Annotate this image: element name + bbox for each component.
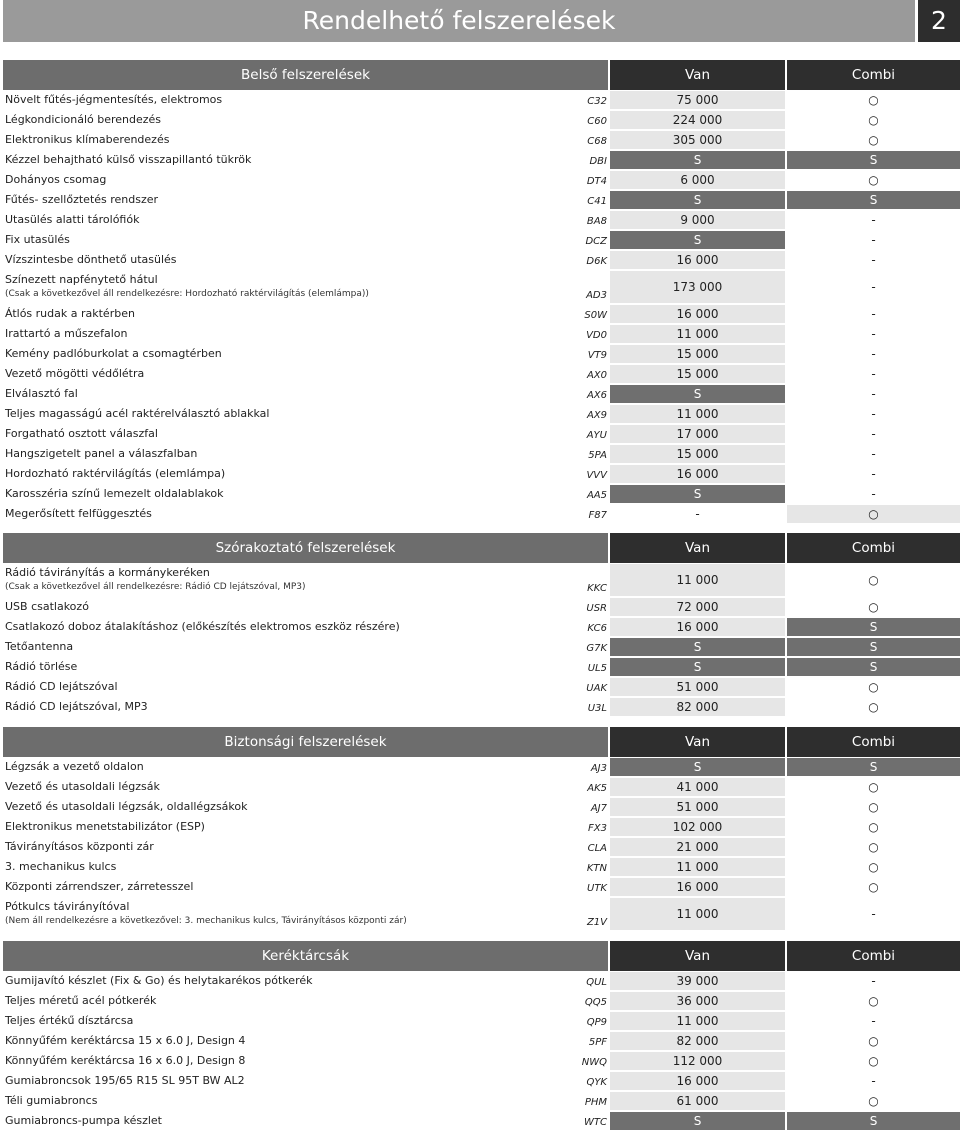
van-price: 51 000 (610, 798, 785, 816)
table-row (3, 250, 960, 270)
item-name: Színezett napfénytető hátul (5, 273, 158, 286)
option-code: U3L (587, 703, 607, 714)
option-code: DBI (589, 156, 607, 167)
table-row (3, 384, 960, 404)
table-row (3, 597, 960, 617)
option-code: C60 (587, 116, 607, 127)
table-row (3, 1031, 960, 1051)
van-price: - (610, 505, 785, 523)
table-row (3, 1091, 960, 1111)
table-row (3, 324, 960, 344)
option-code: QUL (586, 977, 607, 988)
van-price: 17 000 (610, 425, 785, 443)
table-row (3, 484, 960, 504)
section-header (3, 941, 960, 971)
combi-price: S (787, 618, 960, 636)
van-price: S (610, 658, 785, 676)
van-price: 102 000 (610, 818, 785, 836)
option-code: UL5 (587, 663, 607, 674)
item-name: Könnyűfém keréktárcsa 16 x 6.0 J, Design 8 (5, 1054, 246, 1067)
option-code: F87 (588, 510, 607, 521)
table-row (3, 563, 960, 597)
table-row (3, 877, 960, 897)
item-name: Csatlakozó doboz átalakításhoz (előkészítés elektromos eszköz részére) (5, 620, 400, 633)
section-header (3, 60, 960, 90)
combi-price: ○ (787, 778, 960, 796)
combi-price: ○ (787, 878, 960, 896)
van-price: 11 000 (610, 564, 785, 596)
option-code: KTN (586, 863, 607, 874)
option-code: AJ7 (590, 803, 607, 814)
table-row (3, 1111, 960, 1131)
section-title: Szórakoztató felszerelések (3, 533, 608, 563)
van-price: 51 000 (610, 678, 785, 696)
combi-price: - (787, 425, 960, 443)
van-price: 9 000 (610, 211, 785, 229)
table-row (3, 837, 960, 857)
van-price: S (610, 191, 785, 209)
option-code: AJ3 (590, 763, 607, 774)
section-2 (3, 727, 960, 931)
combi-price: ○ (787, 992, 960, 1010)
column-header-van: Van (610, 60, 785, 90)
table-row (3, 1051, 960, 1071)
item-name: Kézzel behajtható külső visszapillantó tükrök (5, 153, 252, 166)
van-price: 11 000 (610, 325, 785, 343)
van-price: 15 000 (610, 365, 785, 383)
combi-price: - (787, 231, 960, 249)
van-price: 11 000 (610, 898, 785, 930)
item-name: Távirányításos központi zár (5, 840, 154, 853)
option-code: AX9 (586, 410, 607, 421)
van-price: 112 000 (610, 1052, 785, 1070)
item-name: Hordozható raktérvilágítás (elemlámpa) (5, 467, 226, 480)
van-price: 39 000 (610, 972, 785, 990)
combi-price: - (787, 325, 960, 343)
combi-price: - (787, 485, 960, 503)
item-name: Elválasztó fal (5, 387, 78, 400)
combi-price: S (787, 151, 960, 169)
item-name: Fix utasülés (5, 233, 70, 246)
van-price: 173 000 (610, 271, 785, 303)
option-code: KC6 (587, 623, 607, 634)
combi-price: - (787, 385, 960, 403)
table-row (3, 110, 960, 130)
combi-price: ○ (787, 678, 960, 696)
option-code: G7K (586, 643, 607, 654)
section-0 (3, 60, 960, 524)
van-price: S (610, 758, 785, 776)
combi-price: ○ (787, 505, 960, 523)
combi-price: ○ (787, 818, 960, 836)
combi-price: ○ (787, 1052, 960, 1070)
option-code: PHM (584, 1097, 607, 1108)
column-header-van: Van (610, 727, 785, 757)
table-row (3, 857, 960, 877)
table-row (3, 344, 960, 364)
item-name: Gumiabroncs-pumpa készlet (5, 1114, 162, 1127)
van-price: S (610, 485, 785, 503)
van-price: 6 000 (610, 171, 785, 189)
option-code: USR (586, 603, 607, 614)
option-code: AX0 (586, 370, 607, 381)
combi-price: ○ (787, 91, 960, 109)
page-number: 2 (918, 0, 960, 42)
van-price: S (610, 151, 785, 169)
combi-price: ○ (787, 131, 960, 149)
section-1 (3, 533, 960, 717)
option-code: BA8 (586, 216, 607, 227)
table-row (3, 210, 960, 230)
van-price: 15 000 (610, 345, 785, 363)
table-row (3, 404, 960, 424)
column-header-combi: Combi (787, 941, 960, 971)
combi-price: ○ (787, 564, 960, 596)
table-row (3, 797, 960, 817)
column-header-combi: Combi (787, 727, 960, 757)
option-code: FX3 (588, 823, 607, 834)
item-name: Központi zárrendszer, zárretesszel (5, 880, 194, 893)
option-code: WTC (584, 1117, 607, 1128)
column-header-combi: Combi (787, 60, 960, 90)
van-price: 16 000 (610, 1072, 785, 1090)
section-title: Keréktárcsák (3, 941, 608, 971)
van-price: 16 000 (610, 305, 785, 323)
van-price: 72 000 (610, 598, 785, 616)
combi-price: - (787, 251, 960, 269)
van-price: 224 000 (610, 111, 785, 129)
page-title-bar (3, 0, 915, 42)
item-name: Megerősített felfüggesztés (5, 507, 152, 520)
combi-price: - (787, 271, 960, 303)
item-name: Kemény padlóburkolat a csomagtérben (5, 347, 222, 360)
item-name: Fűtés- szellőztetés rendszer (5, 193, 159, 206)
column-header-combi: Combi (787, 533, 960, 563)
item-name: Irattartó a műszefalon (5, 327, 128, 340)
combi-price: S (787, 658, 960, 676)
item-name: Rádió távirányítás a kormánykeréken (5, 566, 210, 579)
combi-price: S (787, 758, 960, 776)
combi-price: - (787, 972, 960, 990)
table-row (3, 304, 960, 324)
option-code: QQ5 (584, 997, 607, 1008)
option-code: CLA (587, 843, 607, 854)
item-name: Karosszéria színű lemezelt oldalablakok (5, 487, 224, 500)
combi-price: - (787, 1072, 960, 1090)
van-price: 16 000 (610, 878, 785, 896)
item-name: Növelt fűtés-jégmentesítés, elektromos (5, 93, 223, 106)
section-3 (3, 941, 960, 1131)
van-price: 41 000 (610, 778, 785, 796)
van-price: S (610, 1112, 785, 1130)
van-price: S (610, 638, 785, 656)
table-row (3, 971, 960, 991)
option-code: D6K (586, 256, 607, 267)
option-code: 5PA (588, 450, 607, 461)
combi-price: ○ (787, 111, 960, 129)
van-price: 36 000 (610, 992, 785, 1010)
item-name: Átlós rudak a raktérben (5, 307, 135, 320)
combi-price: - (787, 305, 960, 323)
section-title: Belső felszerelések (3, 60, 608, 90)
option-code: UTK (587, 883, 607, 894)
item-name: Gumiabroncsok 195/65 R15 SL 95T BW AL2 (5, 1074, 245, 1087)
option-code: S0W (584, 310, 607, 321)
item-name: Könnyűfém keréktárcsa 15 x 6.0 J, Design 4 (5, 1034, 246, 1047)
table-row (3, 777, 960, 797)
combi-price: - (787, 345, 960, 363)
item-note: (Csak a következővel áll rendelkezésre: Hordozható raktérvilágítás (elemlámpa)) (5, 289, 369, 299)
table-row (3, 1011, 960, 1031)
item-name: Rádió törlése (5, 660, 78, 673)
option-code: 5PF (588, 1037, 607, 1048)
option-code: AX6 (586, 390, 607, 401)
van-price: 21 000 (610, 838, 785, 856)
table-row (3, 897, 960, 931)
van-price: S (610, 231, 785, 249)
item-name: Forgatható osztott válaszfal (5, 427, 158, 440)
item-name: Vezető és utasoldali légzsák, oldallégzsákok (5, 800, 248, 813)
combi-price: - (787, 445, 960, 463)
option-code: DCZ (585, 236, 607, 247)
option-code: AYU (586, 430, 607, 441)
van-price: 16 000 (610, 251, 785, 269)
section-header (3, 727, 960, 757)
item-note: (Nem áll rendelkezésre a következővel: 3. mechanikus kulcs, Távirányításos központi zár) (5, 916, 407, 926)
van-price: 15 000 (610, 445, 785, 463)
column-header-van: Van (610, 533, 785, 563)
combi-price: - (787, 1012, 960, 1030)
table-row (3, 270, 960, 304)
combi-price: ○ (787, 798, 960, 816)
van-price: 82 000 (610, 698, 785, 716)
table-row (3, 657, 960, 677)
combi-price: ○ (787, 1032, 960, 1050)
item-name: 3. mechanikus kulcs (5, 860, 117, 873)
item-name: Teljes magasságú acél raktérelválasztó ablakkal (5, 407, 270, 420)
table-row (3, 677, 960, 697)
van-price: 11 000 (610, 405, 785, 423)
table-row (3, 1071, 960, 1091)
option-code: VD0 (586, 330, 607, 341)
table-row (3, 637, 960, 657)
option-code: AA5 (586, 490, 607, 501)
table-row (3, 130, 960, 150)
table-row (3, 991, 960, 1011)
combi-price: S (787, 1112, 960, 1130)
item-name: Teljes méretű acél pótkerék (5, 994, 157, 1007)
option-code: DT4 (586, 176, 607, 187)
combi-price: S (787, 638, 960, 656)
item-name: Vezető mögötti védőlétra (5, 367, 145, 380)
section-header (3, 533, 960, 563)
option-code: C41 (587, 196, 607, 207)
table-row (3, 697, 960, 717)
table-row (3, 464, 960, 484)
van-price: 61 000 (610, 1092, 785, 1110)
option-code: QP9 (586, 1017, 607, 1028)
item-name: Hangszigetelt panel a válaszfalban (5, 447, 198, 460)
table-row (3, 504, 960, 524)
table-row (3, 90, 960, 110)
page-title: Rendelhető felszerelések (302, 6, 616, 35)
option-code: VT9 (587, 350, 607, 361)
table-row (3, 424, 960, 444)
item-name: Rádió CD lejátszóval (5, 680, 118, 693)
table-row (3, 444, 960, 464)
item-name: Utasülés alatti tárolófiók (5, 213, 140, 226)
table-row (3, 170, 960, 190)
option-code: AK5 (587, 783, 607, 794)
combi-price: ○ (787, 838, 960, 856)
item-name: Légzsák a vezető oldalon (5, 760, 144, 773)
option-code: Z1V (586, 917, 607, 928)
combi-price: ○ (787, 598, 960, 616)
section-title: Biztonsági felszerelések (3, 727, 608, 757)
item-name: Elektronikus klímaberendezés (5, 133, 170, 146)
item-name: Légkondicionáló berendezés (5, 113, 162, 126)
option-code: C32 (587, 96, 607, 107)
column-header-van: Van (610, 941, 785, 971)
item-name: Teljes értékű dísztárcsa (5, 1014, 134, 1027)
combi-price: - (787, 898, 960, 930)
option-code: NWQ (581, 1057, 607, 1068)
combi-price: ○ (787, 698, 960, 716)
combi-price: - (787, 465, 960, 483)
van-price: 82 000 (610, 1032, 785, 1050)
item-name: USB csatlakozó (5, 600, 89, 613)
combi-price: ○ (787, 858, 960, 876)
table-row (3, 757, 960, 777)
item-name: Vezető és utasoldali légzsák (5, 780, 160, 793)
option-code: VVV (586, 470, 607, 481)
van-price: 16 000 (610, 618, 785, 636)
item-name: Dohányos csomag (5, 173, 107, 186)
combi-price: - (787, 365, 960, 383)
combi-price: - (787, 405, 960, 423)
van-price: 11 000 (610, 1012, 785, 1030)
table-row (3, 230, 960, 250)
van-price: S (610, 385, 785, 403)
van-price: 75 000 (610, 91, 785, 109)
table-row (3, 817, 960, 837)
van-price: 16 000 (610, 465, 785, 483)
table-row (3, 617, 960, 637)
combi-price: - (787, 211, 960, 229)
table-row (3, 190, 960, 210)
item-name: Gumijavító készlet (Fix & Go) és helytakarékos pótkerék (5, 974, 313, 987)
van-price: 11 000 (610, 858, 785, 876)
option-code: UAK (586, 683, 607, 694)
item-note: (Csak a következővel áll rendelkezésre: Rádió CD lejátszóval, MP3) (5, 582, 306, 592)
item-name: Rádió CD lejátszóval, MP3 (5, 700, 148, 713)
option-code: QYK (586, 1077, 607, 1088)
combi-price: S (787, 191, 960, 209)
item-name: Tetőantenna (5, 640, 74, 653)
item-name: Vízszintesbe dönthető utasülés (5, 253, 177, 266)
combi-price: ○ (787, 1092, 960, 1110)
item-name: Téli gumiabroncs (5, 1094, 98, 1107)
table-row (3, 150, 960, 170)
item-name: Pótkulcs távirányítóval (5, 900, 130, 913)
combi-price: ○ (787, 171, 960, 189)
option-code: AD3 (586, 290, 607, 301)
option-code: C68 (587, 136, 607, 147)
van-price: 305 000 (610, 131, 785, 149)
item-name: Elektronikus menetstabilizátor (ESP) (5, 820, 205, 833)
table-row (3, 364, 960, 384)
option-code: KKC (587, 583, 607, 594)
